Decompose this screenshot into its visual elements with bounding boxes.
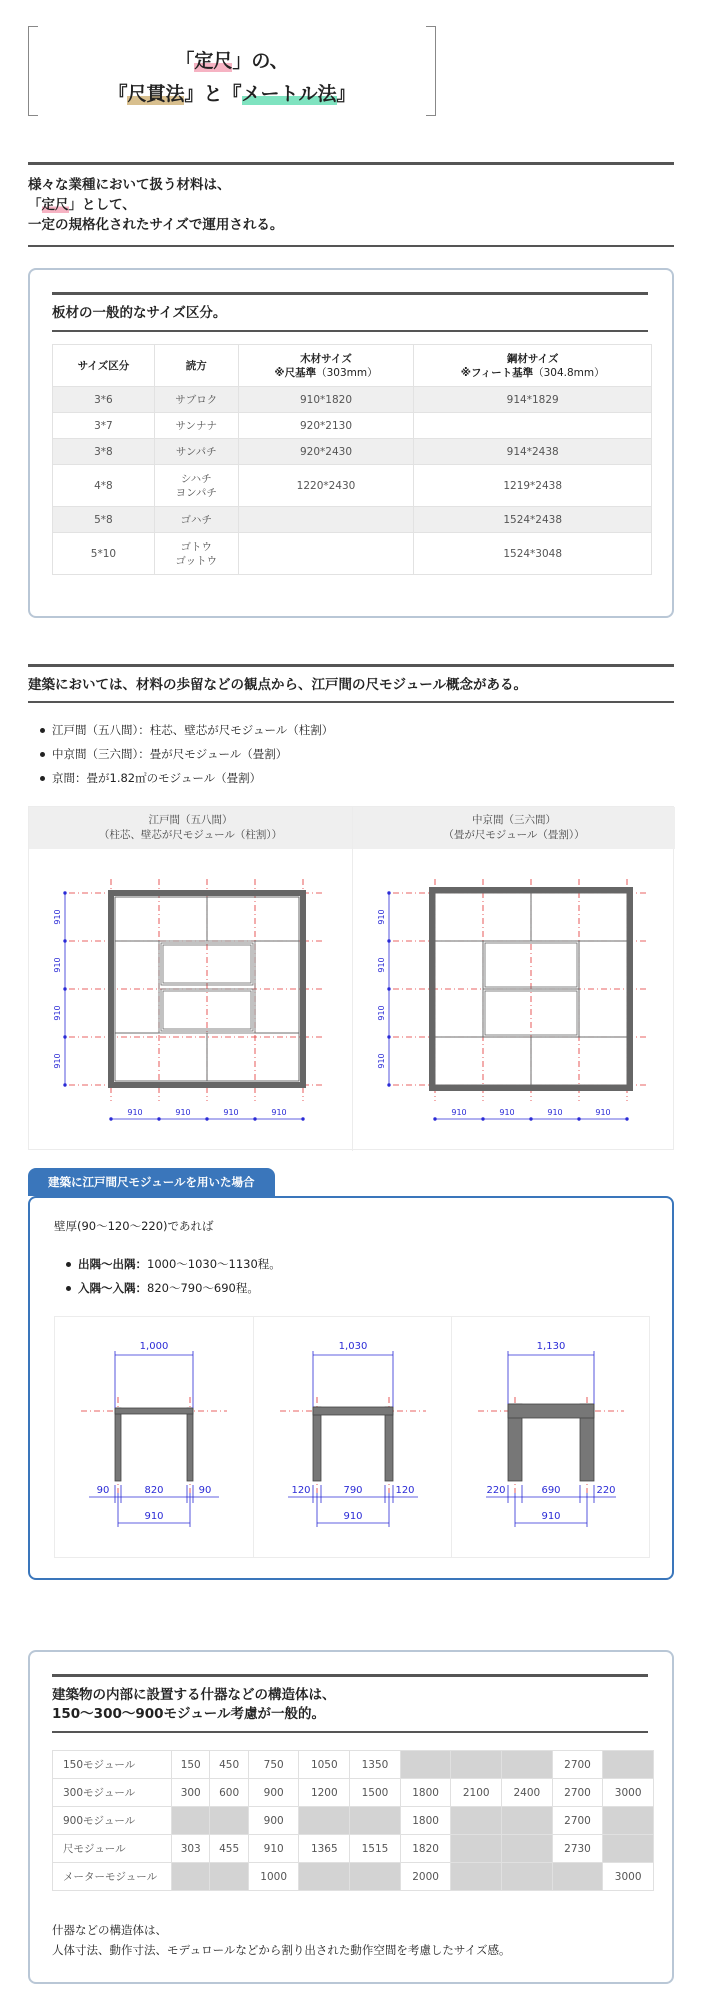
module-cell [299,1863,350,1891]
intro-band [28,162,674,247]
module-cell [603,1751,654,1779]
title-line-1: 「定尺」の、 [175,50,289,72]
edo-case-tab: 建築に江戸間尺モジュールを用いた場合 [28,1168,275,1196]
svg-text:910: 910 [53,1053,62,1069]
module-cell: 150 [172,1751,210,1779]
intro-line-1: 様々な業種において扱う材料は、 [28,177,231,193]
list-item: 京間：畳が1.82㎡のモジュール（畳割） [42,766,333,790]
module-cell: 1000 [248,1863,299,1891]
module-cell [502,1807,553,1835]
board-size-card [28,268,674,618]
module-cell: 2700 [552,1751,603,1779]
dim-inner: 690 [541,1485,561,1496]
dim-wall-left: 90 [96,1485,110,1496]
module-cell [350,1807,401,1835]
svg-text:910: 910 [451,1108,467,1117]
edo-case-list [68,1252,281,1300]
module-cell: 2400 [502,1779,553,1807]
table-row [53,1751,654,1779]
module-cell: 1050 [299,1751,350,1779]
edo-case-card [28,1196,674,1580]
module-cell [451,1863,502,1891]
svg-text:910: 910 [377,1005,386,1021]
module-cell [451,1835,502,1863]
title-highlight-teishaku: 定尺 [194,50,233,72]
col-wood: 木材サイズ ※尺基準（303mm） [238,345,414,387]
plan-chukyoma-drawing [353,849,675,1149]
intro-line-3: 一定の規格化されたサイズで運用される。 [28,217,284,233]
table-row: 4*8 シハチ ヨンパチ 1220*2430 1219*2438 [53,465,652,507]
module-cell: 910 [248,1835,299,1863]
svg-text:910: 910 [547,1108,563,1117]
module-cell: 1365 [299,1835,350,1863]
list-item: 出隅〜出隅：1000〜1030〜1130程。 [68,1252,281,1276]
module-label: メーターモジュール [53,1863,172,1891]
col-reading: 読方 [154,345,238,387]
module-cell: 600 [210,1779,248,1807]
module-cell: 900 [248,1779,299,1807]
list-item: 入隅〜入隅：820〜790〜690程。 [68,1276,281,1300]
module-label: 150モジュール [53,1751,172,1779]
furniture-footer: 什器などの構造体は、 人体寸法、動作寸法、モデュロールなどから割り出された動作空間を考慮したサイズ感。 [52,1923,511,1957]
dim-wall-right: 220 [596,1485,616,1496]
module-cell [451,1751,502,1779]
svg-text:910: 910 [223,1108,239,1117]
module-heading: 建築においては、材料の歩留などの観点から、江戸間の尺モジュール概念がある。 [28,677,527,693]
col-size: サイズ区分 [53,345,155,387]
plan-comparison [28,806,674,1150]
dim-core: 910 [541,1511,561,1522]
dim-wall-right: 90 [198,1485,212,1496]
dim-inner: 820 [144,1485,164,1496]
module-cell [502,1835,553,1863]
module-cell: 450 [210,1751,248,1779]
module-cell [603,1807,654,1835]
module-cell: 2730 [552,1835,603,1863]
title-highlight-shakkanho: 尺貫法 [127,83,185,105]
module-label: 尺モジュール [53,1835,172,1863]
title-bracket-right [426,26,436,116]
title-bracket-left [28,26,38,116]
wall-section-drawing [452,1317,650,1557]
module-cell [451,1807,502,1835]
module-cell [172,1807,210,1835]
intro-line-2: 「定尺」として、 [28,197,136,213]
furniture-module-card [28,1650,674,1984]
table-header-row [53,345,652,387]
module-cell [350,1863,401,1891]
svg-text:910: 910 [53,909,62,925]
module-cell [210,1807,248,1835]
board-size-table [52,344,652,575]
table-row: 3*7 サンナナ 920*2130 [53,413,652,439]
dim-outer: 1,130 [536,1341,566,1352]
wall-section-drawing [254,1317,452,1557]
svg-text:910: 910 [377,957,386,973]
module-cell: 1500 [350,1779,401,1807]
table-row: 5*8 ゴハチ 1524*2438 [53,507,652,533]
svg-text:910: 910 [175,1108,191,1117]
module-cell: 1515 [350,1835,401,1863]
module-label: 900モジュール [53,1807,172,1835]
dim-wall-right: 120 [395,1485,415,1496]
title-highlight-metric: メートル法 [241,83,337,105]
module-band [28,664,674,703]
module-cell: 3000 [603,1863,654,1891]
table-row [53,1779,654,1807]
plan-edoma-title: 江戸間（五八間） （柱芯、壁芯が尺モジュール（柱割）） [29,807,352,849]
svg-text:910: 910 [377,1053,386,1069]
svg-text:910: 910 [377,909,386,925]
module-cell [299,1807,350,1835]
furniture-module-table [52,1750,654,1891]
plan-edoma-drawing [29,849,351,1149]
module-cell [552,1863,603,1891]
dim-wall-left: 120 [291,1485,311,1496]
module-cell [210,1863,248,1891]
svg-text:910: 910 [53,957,62,973]
module-cell [603,1835,654,1863]
col-steel: 鋼材サイズ ※フィート基準（304.8mm） [414,345,652,387]
module-cell: 750 [248,1751,299,1779]
dim-outer: 1,030 [338,1341,368,1352]
table-row [53,1863,654,1891]
list-item: 中京間（三六間）：畳が尺モジュール（畳割） [42,742,333,766]
module-cell: 300 [172,1779,210,1807]
svg-text:910: 910 [271,1108,287,1117]
module-label: 300モジュール [53,1779,172,1807]
svg-text:910: 910 [127,1108,143,1117]
dim-core: 910 [144,1511,164,1522]
module-cell: 2000 [400,1863,451,1891]
module-cell: 1350 [350,1751,401,1779]
table-row: 5*10 ゴトウ ゴットウ 1524*3048 [53,533,652,575]
module-cell: 1800 [400,1779,451,1807]
module-cell: 2700 [552,1779,603,1807]
dim-outer: 1,000 [139,1341,169,1352]
title-line-2: 『尺貫法』と『メートル法』 [108,83,356,105]
dim-inner: 790 [343,1485,363,1496]
wall-diagrams [54,1316,650,1558]
svg-text:910: 910 [499,1108,515,1117]
list-item: 江戸間（五八間）：柱芯、壁芯が尺モジュール（柱割） [42,718,333,742]
plan-chukyoma [352,807,675,1151]
module-bullet-list [42,718,333,790]
table-row [53,1807,654,1835]
wall-diagram-220 [451,1317,649,1557]
module-cell: 1200 [299,1779,350,1807]
wall-diagram-90 [55,1317,253,1557]
module-cell: 455 [210,1835,248,1863]
module-cell [400,1751,451,1779]
table-row: 3*8 サンパチ 920*2430 914*2438 [53,439,652,465]
title-block [28,26,436,116]
module-cell: 900 [248,1807,299,1835]
table-row: 3*6 サブロク 910*1820 914*1829 [53,387,652,413]
furniture-heading: 建築物の内部に設置する什器などの構造体は、 150〜300〜900モジュール考慮が一般的。 [52,1674,648,1733]
module-cell: 2700 [552,1807,603,1835]
module-cell: 2100 [451,1779,502,1807]
module-cell [502,1863,553,1891]
dim-wall-left: 220 [486,1485,506,1496]
wall-section-drawing [55,1317,253,1557]
plan-chukyoma-title: 中京間（三六間） （畳が尺モジュール（畳割）） [353,807,675,849]
module-cell: 1800 [400,1807,451,1835]
module-cell: 3000 [603,1779,654,1807]
wall-diagram-120 [253,1317,451,1557]
dim-core: 910 [343,1511,363,1522]
svg-text:910: 910 [595,1108,611,1117]
svg-text:910: 910 [53,1005,62,1021]
edo-case-lead: 壁厚(90〜120〜220)であれば [54,1219,214,1233]
board-size-heading: 板材の一般的なサイズ区分。 [52,292,648,332]
module-cell: 303 [172,1835,210,1863]
module-cell [502,1751,553,1779]
plan-edoma [29,807,352,1151]
module-cell: 1820 [400,1835,451,1863]
module-cell [172,1863,210,1891]
table-row [53,1835,654,1863]
